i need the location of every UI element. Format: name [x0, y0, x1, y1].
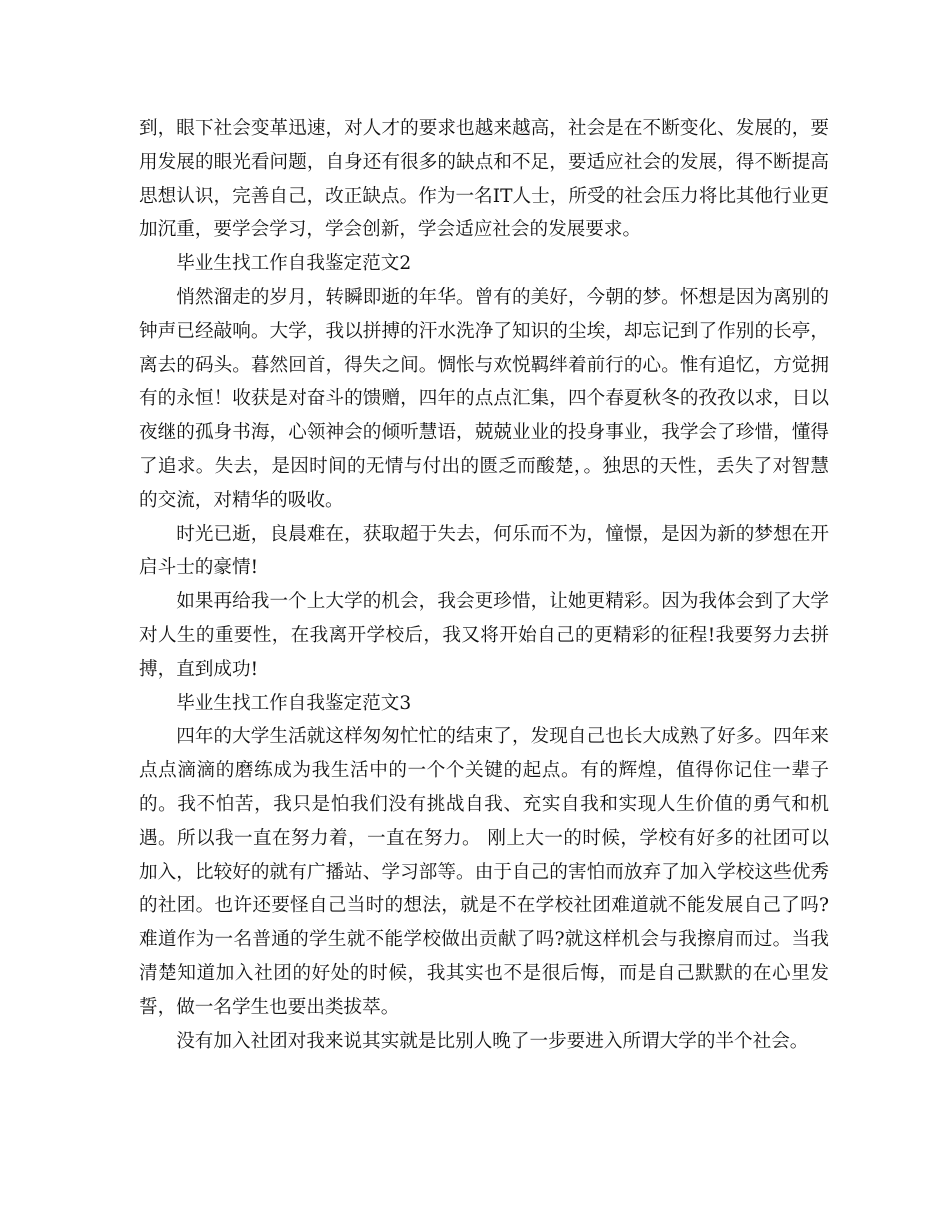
paragraph: 没有加入社团对我来说其实就是比别人晚了一步要进入所谓大学的半个社会。: [176, 1030, 809, 1052]
section-heading-3: 毕业生找工作自我鉴定范文3: [176, 692, 412, 714]
paragraph: 四年的大学生活就这样匆匆忙忙的结束了，发现自己也长大成熟了好多。四年来点点滴滴的磨练成为我生活中的一个个关键的起点。有的辉煌，值得你记住一辈子的。我不怕苦，我只是怕我们没有挑战自我、充实自我和实现人生价值的勇气和机遇。所以我一直在努力着，一直在努力。 刚上大一的时候，学校有好多的社团可以加入，比较好的就有广播站、学习部等。由于自己的害怕而放弃了加入学校这些优秀的社团。也许还要怪自己当时的想法，就是不在学校社团难道就不能发展自己了吗?难道作为一名普通的学生就不能学校做出贡献了吗?就这样机会与我擦肩而过。当我清楚知道加入社团的好处的时候，我其实也不是很后悔，而是自己默默的在心里发誓，做一名学生也要出类拔萃。: [139, 726, 829, 1018]
paragraph: 悄然溜走的岁月，转瞬即逝的年华。曾有的美好，今朝的梦。怀想是因为离别的钟声已经敲响。大学，我以拼搏的汗水洗净了知识的尘埃，却忘记到了作别的长亭，离去的码头。暮然回首，得失之间。惆怅与欢悦羁绊着前行的心。惟有追忆，方觉拥有的永恒！收获是对奋斗的馈赠，四年的点点汇集，四个春夏秋冬的孜孜以求，日以夜继的孤身书海，心领神会的倾听慧语，兢兢业业的投身事业，我学会了珍惜，懂得了追求。失去，是因时间的无情与付出的匮乏而酸楚，。独思的天性，丢失了对智慧的交流，对精华的吸收。: [139, 286, 829, 511]
paragraph: 如果再给我一个上大学的机会，我会更珍惜，让她更精彩。因为我体会到了大学对人生的重要性，在我离开学校后，我又将开始自己的更精彩的征程!我要努力去拼搏，直到成功!: [139, 591, 829, 680]
paragraph-continued: 到，眼下社会变革迅速，对人才的要求也越来越高，社会是在不断变化、发展的，要用发展的眼光看问题，自身还有很多的缺点和不足，要适应社会的发展，得不断提高思想认识，完善自己，改正缺点。作为一名IT人士，所受的社会压力将比其他行业更加沉重，要学会学习，学会创新，学会适应社会的发展要求。: [139, 118, 829, 241]
paragraph: 时光已逝，良晨难在，获取超于失去，何乐而不为，憧憬，是因为新的梦想在开启斗士的豪情!: [139, 523, 829, 579]
document-body: [139, 112, 829, 1058]
section-heading-2: 毕业生找工作自我鉴定范文2: [176, 253, 412, 275]
